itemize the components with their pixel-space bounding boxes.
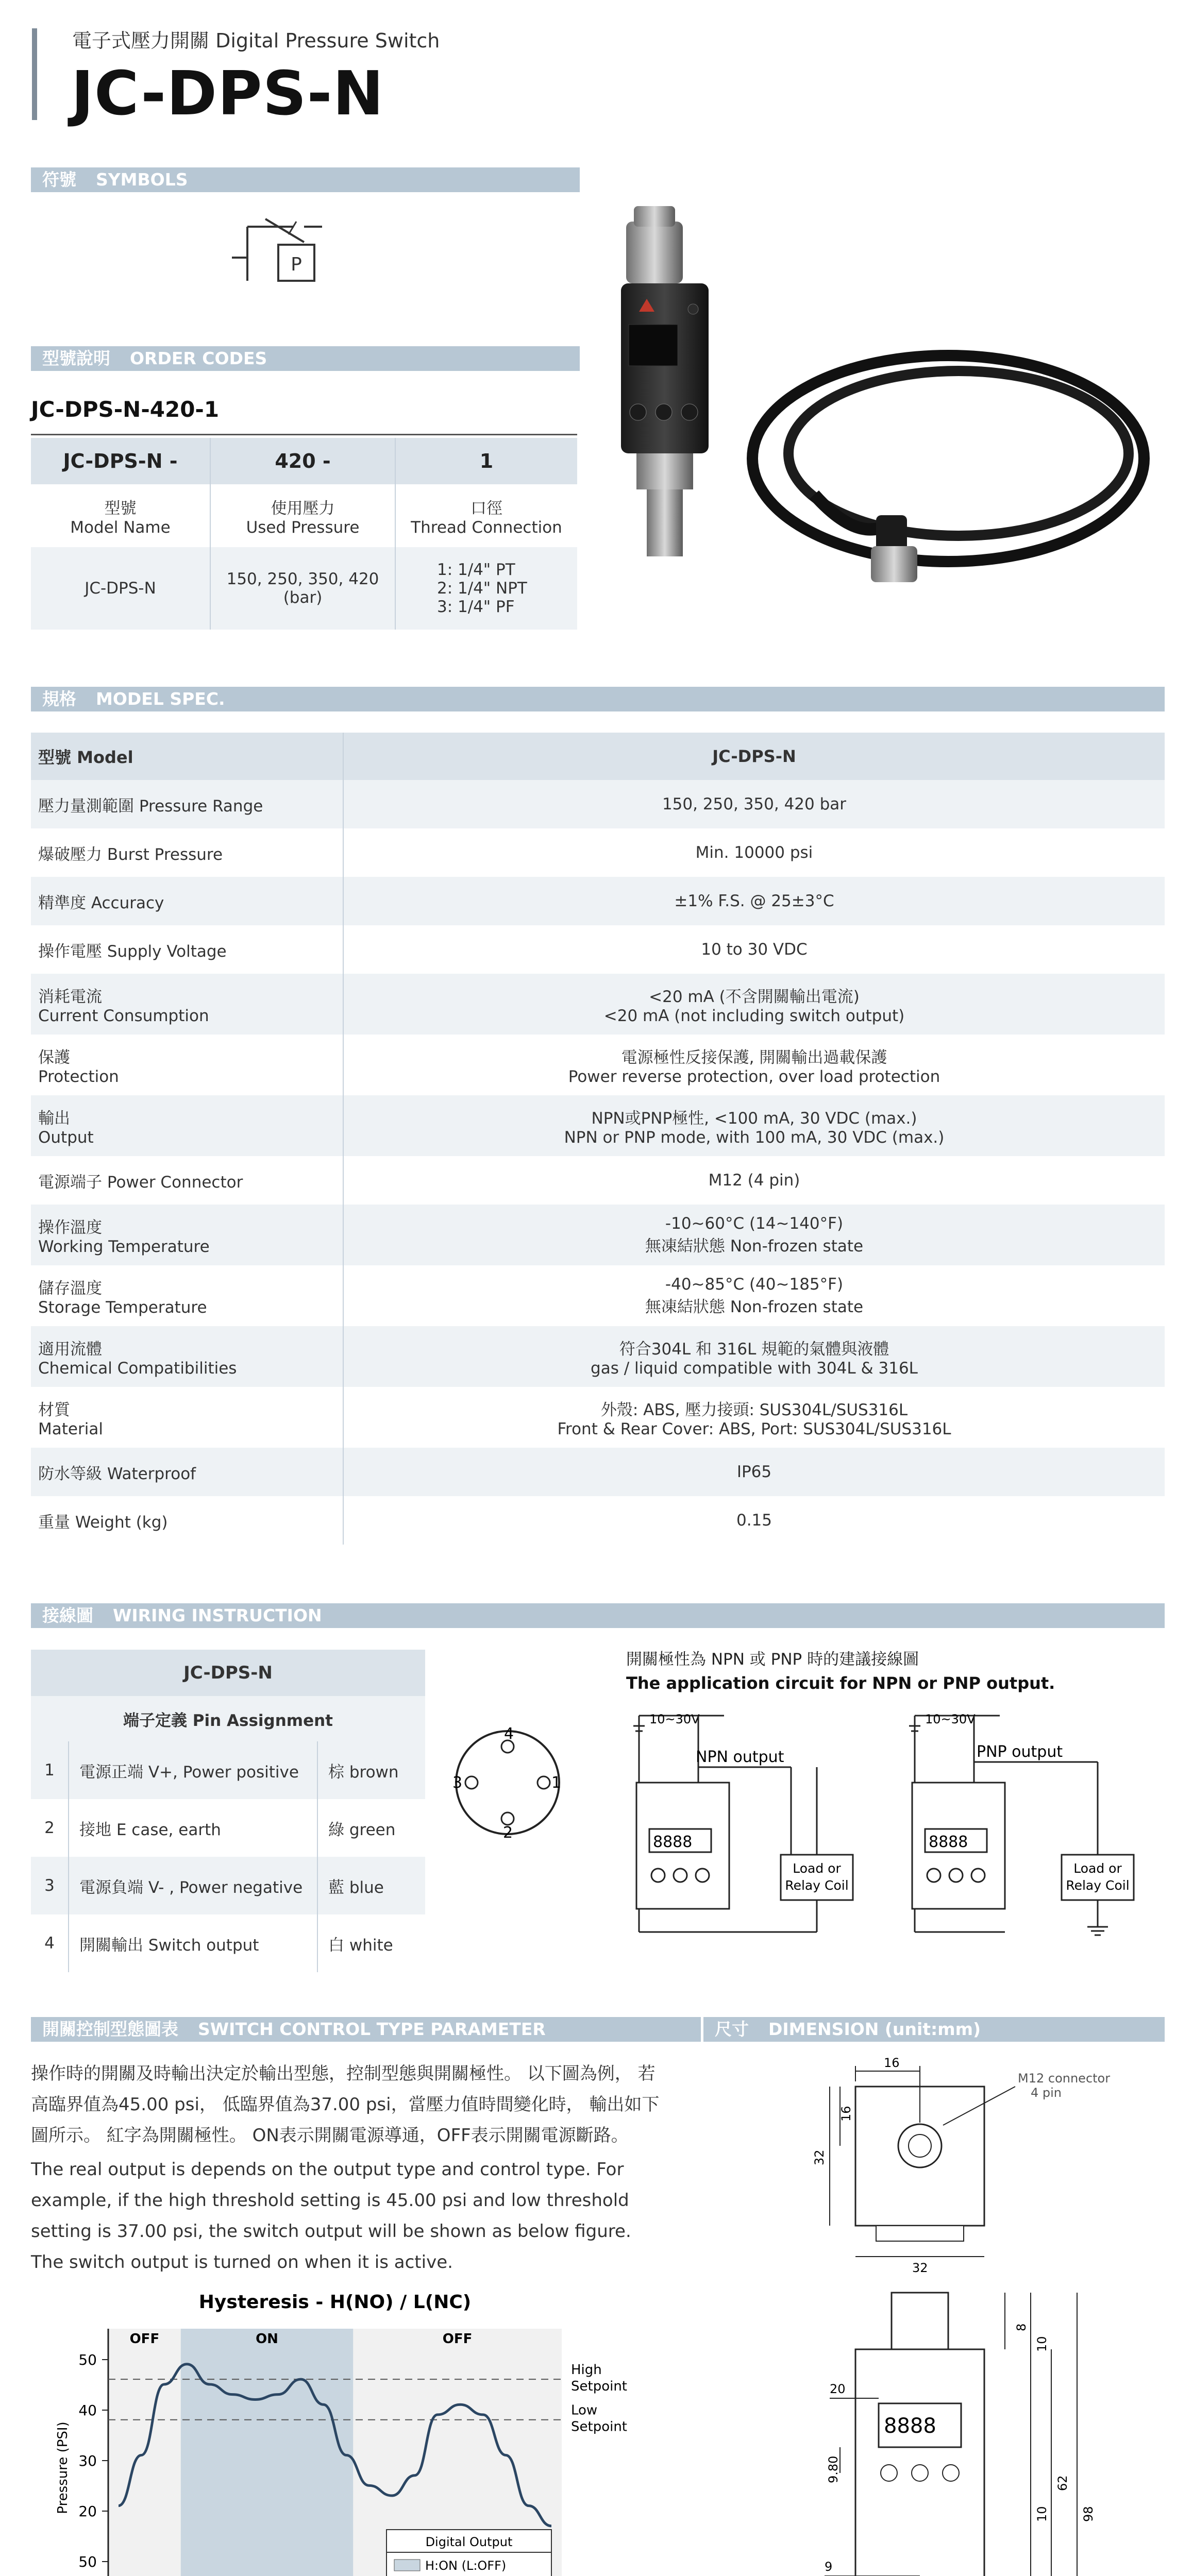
spec-value: 電源極性反接保護, 開關輸出過載保護 Power reverse protection, over load protection <box>343 1035 1165 1095</box>
hysteresis-chart <box>31 2287 696 2576</box>
pin-assignment-header: 端子定義 Pin Assignment <box>31 1696 425 1741</box>
connector-label-1: M12 connector <box>1018 2071 1111 2086</box>
spec-value: M12 (4 pin) <box>343 1156 1165 1205</box>
spec-row <box>31 1387 1165 1448</box>
pressure-switch-symbol <box>227 204 361 307</box>
y-tick-label: 50 <box>78 2351 97 2368</box>
pin-number: 1 <box>31 1741 69 1799</box>
dim-20: 20 <box>830 2382 846 2396</box>
order-divider <box>31 434 577 435</box>
y-tick-label: 30 <box>78 2452 97 2469</box>
section-dimension-en: DIMENSION (unit:mm) <box>768 2019 981 2039</box>
legend-item: H:ON (L:OFF) <box>425 2558 507 2573</box>
order-name-model: 型號 Model Name <box>31 484 210 547</box>
svg-text:8888: 8888 <box>653 1833 693 1851</box>
spec-row <box>31 1496 1165 1545</box>
dim-16-a: 16 <box>884 2056 900 2070</box>
spec-row <box>31 1205 1165 1265</box>
m12-connector-diagram <box>448 1723 567 1842</box>
connector-label-2: 4 pin <box>1031 2086 1062 2100</box>
spec-value: ±1% F.S. @ 25±3°C <box>343 877 1165 925</box>
section-wiring <box>31 1603 1165 1628</box>
svg-text:8888: 8888 <box>884 2414 936 2438</box>
section-control-cn: 開關控制型態圖表 <box>42 2019 178 2039</box>
dim-10-a: 10 <box>1035 2336 1049 2352</box>
pnp-output-label: PNP output <box>977 1743 1063 1761</box>
spec-label: 壓力量測範圍 Pressure Range <box>31 780 343 828</box>
spec-label: 操作溫度 Working Temperature <box>31 1205 343 1265</box>
section-order-codes <box>31 346 580 371</box>
spec-row <box>31 1265 1165 1326</box>
pin-wire-color: 綠 green <box>317 1799 425 1857</box>
npn-circuit-diagram <box>626 1705 915 1942</box>
dim-62: 62 <box>1055 2475 1070 2491</box>
spec-value: 10 to 30 VDC <box>343 925 1165 974</box>
order-name-pressure: 使用壓力 Used Pressure <box>210 484 395 547</box>
pin-number: 3 <box>31 1857 69 1914</box>
pin-description: 電源正端 V+, Power positive <box>69 1741 317 1799</box>
high-setpoint-label: Setpoint <box>571 2379 628 2395</box>
spec-row <box>31 925 1165 974</box>
npn-load-line1: Load or <box>793 1861 841 1876</box>
section-symbols <box>31 167 580 192</box>
control-description <box>31 2058 662 2281</box>
spec-table <box>31 733 1165 1545</box>
dim-9: 9 <box>825 2560 833 2574</box>
spec-row <box>31 1156 1165 1205</box>
spec-value: -10~60°C (14~140°F) 無凍結狀態 Non-frozen state <box>343 1205 1165 1265</box>
spec-row <box>31 1448 1165 1496</box>
low-setpoint-label: Low <box>571 2402 598 2418</box>
pin-wire-color: 棕 brown <box>317 1741 425 1799</box>
spec-value: IP65 <box>343 1448 1165 1496</box>
spec-label: 保護 Protection <box>31 1035 343 1095</box>
pin-description: 接地 E case, earth <box>69 1799 317 1857</box>
state-band-label: OFF <box>442 2331 473 2347</box>
section-dimension <box>703 2017 1165 2042</box>
y-tick-label: 20 <box>78 2503 97 2520</box>
order-code-example: JC-DPS-N-420-1 <box>31 397 220 422</box>
legend-swatch <box>394 2560 420 2571</box>
pin-number: 4 <box>31 1914 69 1972</box>
pin-wire-color: 藍 blue <box>317 1857 425 1914</box>
pin-row <box>31 1914 425 1972</box>
spec-value: 150, 250, 350, 420 bar <box>343 780 1165 828</box>
dim-32-a: 32 <box>812 2149 827 2165</box>
pin-number: 2 <box>31 1799 69 1857</box>
y-tick-label: 50 <box>78 2553 97 2570</box>
state-band-label: ON <box>256 2331 278 2347</box>
front-view-connector <box>892 2293 948 2349</box>
order-header-thread: 1 <box>395 438 577 484</box>
symbol-letter: P <box>291 254 302 275</box>
wiring-model: JC-DPS-N <box>31 1650 425 1696</box>
section-model-spec <box>31 687 1165 711</box>
page-title: JC-DPS-N <box>71 58 384 129</box>
spec-value: 外殼: ABS, 壓力接頭: SUS304L/SUS316L Front & Rear Cover: ABS, Port: SUS304L/SUS316L <box>343 1387 1165 1448</box>
chart-title: Hysteresis - H(NO) / L(NC) <box>198 2292 472 2313</box>
section-order-en: ORDER CODES <box>130 348 267 368</box>
dim-9-80: 9.80 <box>826 2455 841 2483</box>
order-value-thread: 1: 1/4" PT 2: 1/4" NPT 3: 1/4" PF <box>395 547 577 630</box>
connector-pin-3: 3 <box>452 1774 463 1792</box>
spec-row <box>31 780 1165 828</box>
connector-pin-2: 2 <box>503 1824 513 1842</box>
npn-load-line2: Relay Coil <box>785 1878 849 1893</box>
y-axis-label: Pressure (PSI) <box>55 2421 71 2514</box>
spec-value: Min. 10000 psi <box>343 828 1165 877</box>
npn-voltage: 10~30V <box>649 1712 700 1726</box>
section-spec-en: MODEL SPEC. <box>96 689 225 709</box>
high-setpoint-label: High <box>571 2362 602 2378</box>
order-value-pressure: 150, 250, 350, 420 (bar) <box>210 547 395 630</box>
spec-value: NPN或PNP極性, <100 mA, 30 VDC (max.) NPN or PNP mode, with 100 mA, 30 VDC (max.) <box>343 1095 1165 1156</box>
spec-label: 重量 Weight (kg) <box>31 1496 343 1545</box>
spec-header-value: JC-DPS-N <box>343 733 1165 780</box>
section-spec-cn: 規格 <box>42 689 76 709</box>
title-accent-bar <box>32 28 37 120</box>
order-header-model: JC-DPS-N - <box>31 438 210 484</box>
section-switch-control <box>31 2017 701 2042</box>
pin-wire-color: 白 white <box>317 1914 425 1972</box>
pnp-load-line1: Load or <box>1073 1861 1122 1876</box>
page-subtitle: 電子式壓力開關 Digital Pressure Switch <box>72 29 440 52</box>
dim-10-b: 10 <box>1035 2506 1049 2522</box>
section-wiring-cn: 接線圖 <box>42 1605 93 1625</box>
spec-label: 電源端子 Power Connector <box>31 1156 343 1205</box>
control-description-en: The real output is depends on the output type and control type. For example, if the high threshold setting is 45.00 psi and low threshold setting is 37.00 psi, the switch output will be shown as below figure. The switch output is turned on when it is active. <box>31 2159 631 2273</box>
spec-label: 適用流體 Chemical Compatibilities <box>31 1326 343 1387</box>
npn-output-label: NPN output <box>696 1748 784 1766</box>
spec-value: <20 mA (不含開關輸出電流) <20 mA (not including switch output) <box>343 974 1165 1035</box>
spec-value: -40~85°C (40~185°F) 無凍結狀態 Non-frozen state <box>343 1265 1165 1326</box>
spec-label: 儲存溫度 Storage Temperature <box>31 1265 343 1326</box>
pin-row <box>31 1799 425 1857</box>
connector-pin-1: 1 <box>551 1774 562 1792</box>
spec-row <box>31 1035 1165 1095</box>
pin-description: 電源負端 V- , Power negative <box>69 1857 317 1914</box>
section-control-en: SWITCH CONTROL TYPE PARAMETER <box>198 2019 546 2039</box>
dim-32-b: 32 <box>912 2261 928 2275</box>
section-wiring-en: WIRING INSTRUCTION <box>113 1605 322 1625</box>
spec-label: 精準度 Accuracy <box>31 877 343 925</box>
y-tick-label: 40 <box>78 2402 97 2419</box>
pin-description: 開關輸出 Switch output <box>69 1914 317 1972</box>
pnp-load-line2: Relay Coil <box>1066 1878 1130 1893</box>
order-value-model: JC-DPS-N <box>31 547 210 630</box>
low-setpoint-label: Setpoint <box>571 2419 628 2435</box>
spec-label: 消耗電流 Current Consumption <box>31 974 343 1035</box>
spec-label: 防水等級 Waterproof <box>31 1448 343 1496</box>
connector-pin-4: 4 <box>504 1725 514 1743</box>
control-description-cn: 操作時的開關及時輸出決定於輸出型態，控制型態與開關極性。 以下圖為例， 若高臨界值為45.00 psi， 低臨界值為37.00 psi，當壓力值時間變化時， 輸出如下圖所示。 紅字為開關極性。 ON表示開關電源導通，OFF表示開關電源斷路。 <box>31 2063 660 2146</box>
spec-header-label: 型號 Model <box>31 733 343 780</box>
spec-row <box>31 828 1165 877</box>
front-view-body <box>855 2349 984 2576</box>
dim-98: 98 <box>1081 2506 1096 2522</box>
pin-row <box>31 1857 425 1914</box>
spec-value: 0.15 <box>343 1496 1165 1545</box>
spec-label: 材質 Material <box>31 1387 343 1448</box>
circuit-caption-cn: 開關極性為 NPN 或 PNP 時的建議接線圖 <box>626 1650 919 1669</box>
legend-title: Digital Output <box>425 2535 513 2549</box>
order-header-pressure: 420 - <box>210 438 395 484</box>
spec-row <box>31 974 1165 1035</box>
dim-8-a: 8 <box>1014 2323 1029 2331</box>
dimension-drawing <box>773 2056 1165 2576</box>
section-symbols-cn: 符號 <box>42 170 76 190</box>
state-band-on <box>181 2329 353 2576</box>
circuit-caption-en: The application circuit for NPN or PNP output. <box>626 1673 1055 1693</box>
spec-row <box>31 1326 1165 1387</box>
spec-label: 操作電壓 Supply Voltage <box>31 925 343 974</box>
section-order-cn: 型號說明 <box>42 348 110 368</box>
spec-row <box>31 877 1165 925</box>
state-band-label: OFF <box>129 2331 160 2347</box>
spec-label: 爆破壓力 Burst Pressure <box>31 828 343 877</box>
pnp-circuit-diagram <box>902 1705 1160 1942</box>
pin-assignment-table <box>31 1650 425 1972</box>
pin-row <box>31 1741 425 1799</box>
order-name-thread: 口徑 Thread Connection <box>395 484 577 547</box>
product-photo <box>598 206 1165 608</box>
spec-label: 輸出 Output <box>31 1095 343 1156</box>
spec-row <box>31 1095 1165 1156</box>
section-symbols-en: SYMBOLS <box>96 170 188 190</box>
order-codes-table <box>31 438 577 630</box>
pnp-voltage: 10~30V <box>925 1712 976 1726</box>
dim-16-b: 16 <box>839 2106 853 2122</box>
svg-text:8888: 8888 <box>929 1833 968 1851</box>
spec-value: 符合304L 和 316L 規範的氣體與液體 gas / liquid compatible with 304L & 316L <box>343 1326 1165 1387</box>
section-dimension-cn: 尺寸 <box>715 2019 749 2039</box>
